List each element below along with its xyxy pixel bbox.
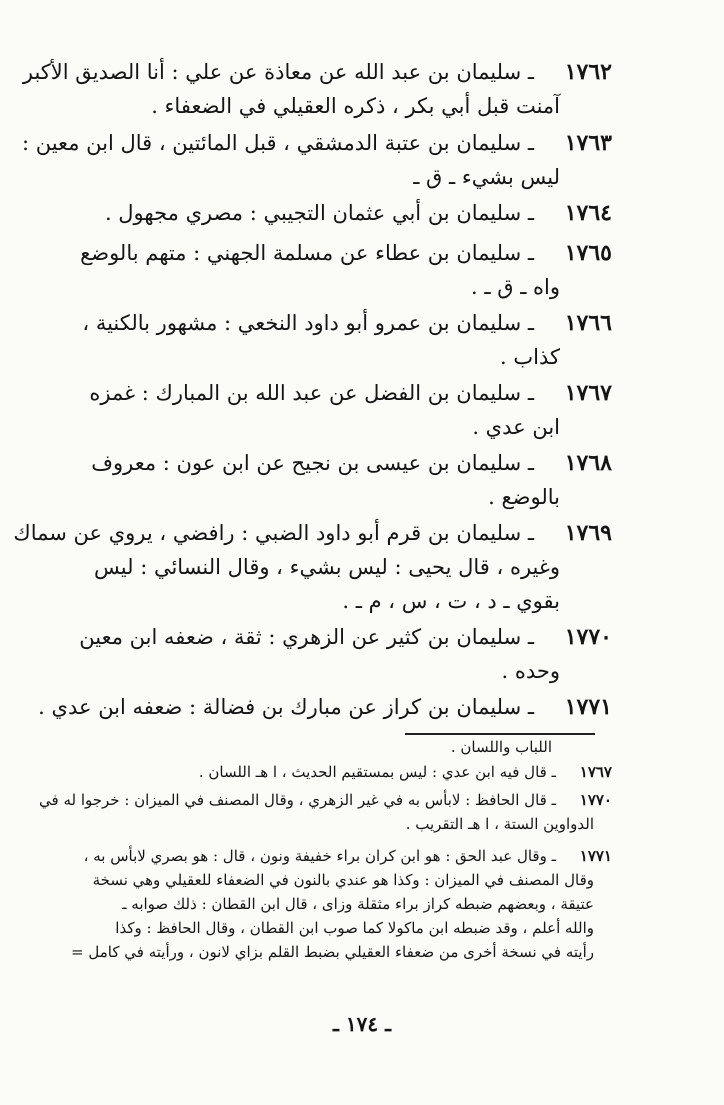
entry-text: ابن عدي . (472, 415, 560, 439)
entry-text: ليس بشيء ـ ق ـ (413, 165, 560, 189)
entry-number: ١٧٧١ (564, 694, 612, 720)
footnote-1767 (52, 760, 612, 784)
entry-text: واه ـ ق ـ . (471, 275, 560, 299)
entry-1768 (92, 446, 612, 514)
entry-1765 (80, 236, 612, 304)
footnote-text: والله أعلم ، وقد ضبطه ابن ماكولا كما صوب ابن القطان ، وقال الحافظ : وكذا (115, 919, 594, 937)
entry-number: ١٧٦٩ (564, 520, 612, 546)
entry-1767 (89, 376, 612, 444)
entry-number: ١٧٦٦ (564, 310, 612, 336)
entry-text: ـ سليمان بن كراز عن مبارك بن فضالة : ضعفه ابن عدي . (38, 695, 534, 719)
entry-text: ـ سليمان بن عطاء عن مسلمة الجهني : متهم بالوضع (80, 241, 534, 265)
entry-1762 (22, 55, 612, 123)
entry-text: ـ سليمان بن عبد الله عن معاذة عن علي : أنا الصديق الأكبر (22, 60, 534, 84)
entry-1769 (13, 516, 612, 618)
footnote-number: ١٧٦٧ (579, 763, 612, 781)
footnote-divider (405, 733, 595, 735)
footnote-text: رأيته في نسخة أخرى من ضعفاء العقيلي بضبط القلم بزاي لانون ، ورأيته في كامل = (71, 943, 594, 961)
page-number: ـ ١٧٤ ـ (333, 1012, 391, 1036)
entry-text: وحده . (501, 659, 560, 683)
entry-number: ١٧٧٠ (564, 624, 612, 650)
footnote-carry-line: اللباب واللسان . (450, 738, 552, 756)
footnote-number: ١٧٧٠ (579, 791, 612, 809)
entry-number: ١٧٦٢ (564, 59, 612, 85)
entry-1763 (21, 126, 612, 194)
footnote-1771 (52, 844, 612, 964)
entry-1764 (92, 196, 612, 230)
entry-text: بالوضع . (488, 485, 560, 509)
entry-text: ـ سليمان بن عتبة الدمشقي ، قبل المائتين ، قال ابن معين : (21, 131, 534, 155)
entry-text: ـ سليمان بن قرم أبو داود الضبي : رافضي ، يروي عن سماك (13, 521, 534, 545)
entry-text: ـ سليمان بن كثير عن الزهري : ثقة ، ضعفه ابن معين (79, 625, 534, 649)
footnote-1770 (39, 788, 612, 836)
entry-text: ـ سليمان بن الفضل عن عبد الله بن المبارك : غمزه (89, 381, 534, 405)
footnote-number: ١٧٧١ (579, 847, 612, 865)
footnote-text: وقال المصنف في الميزان : وكذا هو عندي بالنون في الضعفاء للعقيلي وهي نسخة (92, 871, 594, 889)
entry-text: ـ سليمان بن أبي عثمان التجيبي : مصري مجهول . (104, 201, 534, 225)
entry-text: وغيره ، قال يحيى : ليس بشيء ، وقال النسائي : ليس (94, 555, 560, 579)
entry-text: ـ سليمان بن عمرو أبو داود النخعي : مشهور بالكنية ، (82, 311, 534, 335)
entry-number: ١٧٦٥ (564, 240, 612, 266)
entry-text: ـ سليمان بن عيسى بن نجيح عن ابن عون : معروف (91, 451, 534, 475)
entry-number: ١٧٦٧ (564, 380, 612, 406)
footnote-text: ـ قال فيه ابن عدي : ليس بمستقيم الحديث ، ا هـ اللسان . (198, 763, 556, 781)
footnote-text: عتيقة ، وبعضهم ضبطه كراز براء مثقلة وزاى ، قال ابن القطان : ذلك صوابه ـ (122, 895, 594, 913)
entry-text: آمنت قبل أبي بكر ، ذكره العقيلي في الضعفاء . (151, 94, 560, 118)
footnote-text: ـ قال الحافظ : لابأس به في غير الزهري ، وقال المصنف في الميزان : خرجوا له في (39, 791, 556, 809)
entry-number: ١٧٦٨ (564, 450, 612, 476)
footnote-text: ـ وقال عبد الحق : هو ابن كران براء خفيفة ونون ، قال : هو بصري لابأس به ، (83, 847, 556, 865)
entry-1771 (38, 690, 612, 724)
entry-number: ١٧٦٣ (564, 130, 612, 156)
entry-1770 (79, 620, 612, 688)
entry-number: ١٧٦٤ (564, 200, 612, 226)
entry-text: كذاب . (500, 345, 560, 369)
entry-1766 (82, 306, 612, 374)
footnote-text: الدواوين الستة ، ا هـ التقريب . (405, 815, 594, 833)
entry-text: بقوي ـ د ، ت ، س ، م ـ . (342, 589, 560, 613)
